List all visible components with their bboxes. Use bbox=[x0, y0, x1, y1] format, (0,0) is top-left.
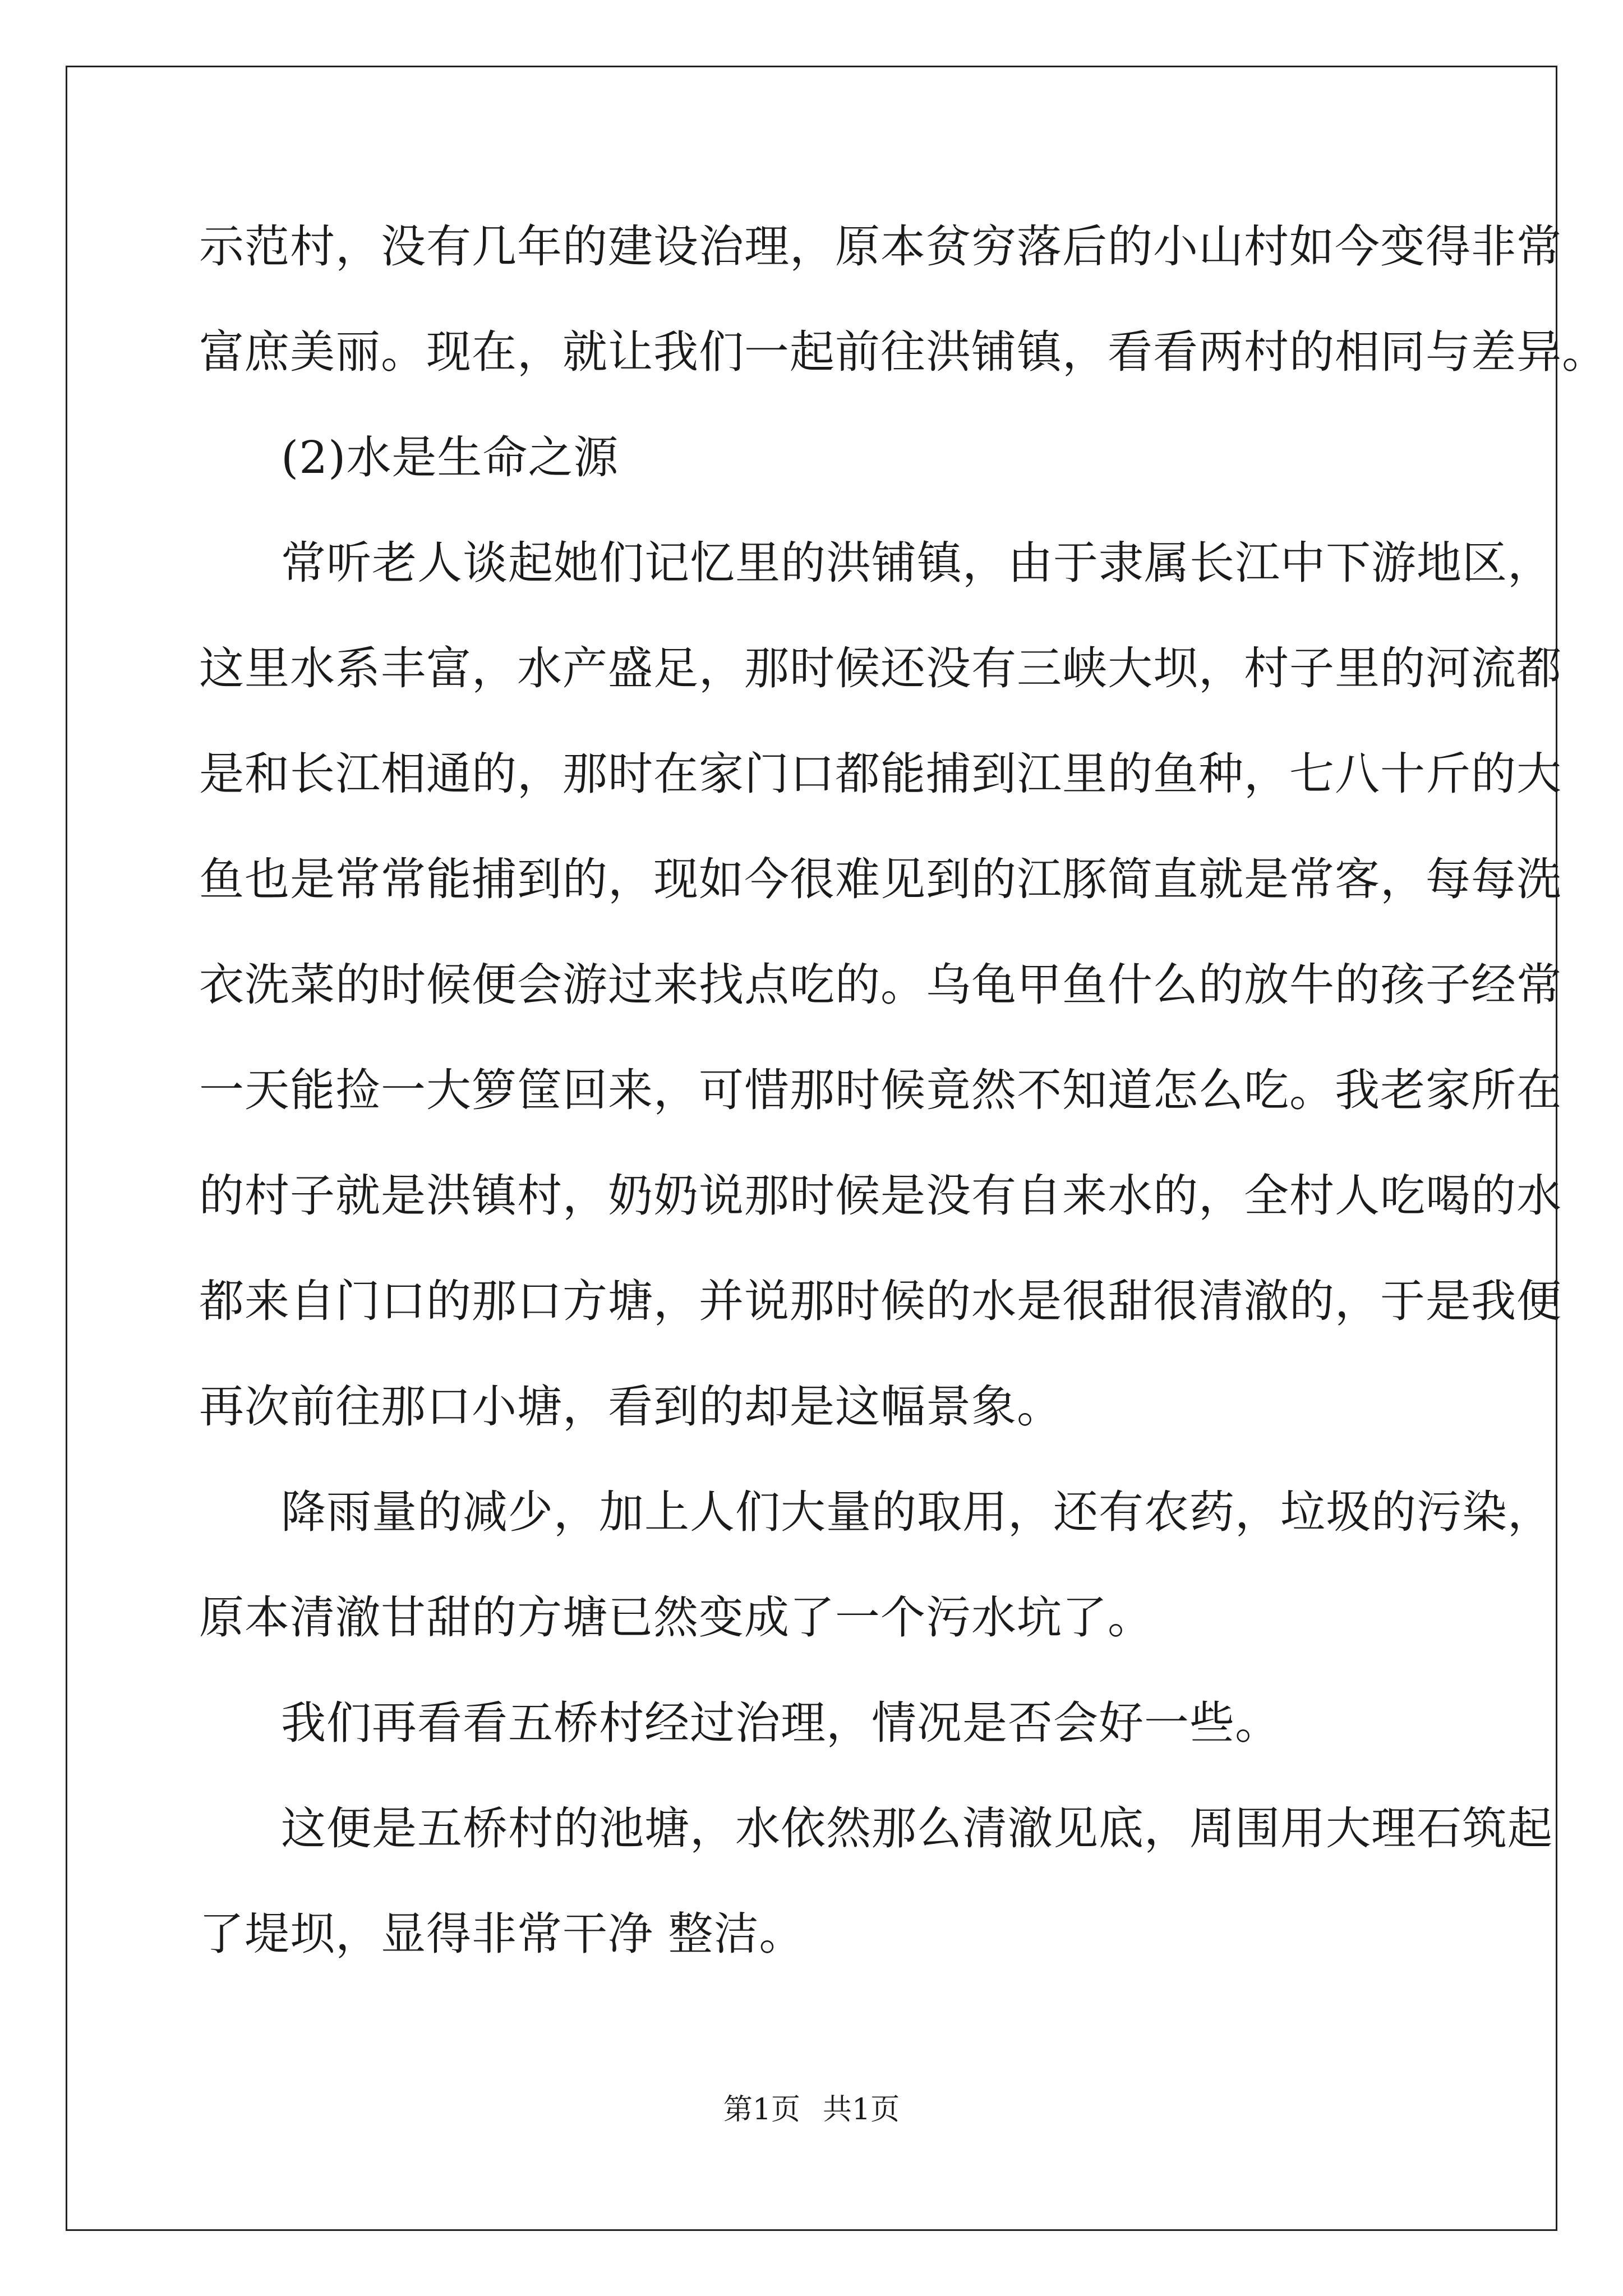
text-line: 再次前往那口小塘，看到的却是这幅景象。 bbox=[199, 1381, 1062, 1433]
page-total: 共1页 bbox=[823, 2093, 900, 2127]
text-line: 鱼也是常常能捕到的，现如今很难见到的江豚简直就是常客，每每洗 bbox=[199, 853, 1562, 905]
text-line: 是和长江相通的，那时在家门口都能捕到江里的鱼种，七八十斤的大 bbox=[199, 748, 1562, 800]
text-line: 这便是五桥村的池塘，水依然那么清澈见底，周围用大理石筑起 bbox=[281, 1802, 1553, 1855]
page-footer bbox=[0, 2090, 1623, 2129]
section-heading: (2)水是生命之源 bbox=[281, 431, 619, 484]
text-line: 的村子就是洪镇村，奶奶说那时候是没有自来水的，全村人吃喝的水 bbox=[199, 1170, 1562, 1222]
text-line: 原本清澈甘甜的方塘已然变成了一个污水坑了。 bbox=[199, 1591, 1153, 1644]
text-line: 一天能捡一大箩筐回来，可惜那时候竟然不知道怎么吃。我老家所在 bbox=[199, 1064, 1562, 1116]
page-number: 第1页 bbox=[723, 2093, 800, 2127]
text-line: 了堤坝，显得非常干净 整洁。 bbox=[199, 1908, 805, 1960]
text-line: 都来自门口的那口方塘，并说那时候的水是很甜很清澈的，于是我便 bbox=[199, 1275, 1562, 1327]
text-line: 这里水系丰富，水产盛足，那时候还没有三峡大坝，村子里的河流都 bbox=[199, 642, 1562, 694]
text-line: 降雨量的减少，加上人们大量的取用，还有农药，垃圾的污染， bbox=[281, 1486, 1553, 1538]
text-line: 衣洗菜的时候便会游过来找点吃的。乌龟甲鱼什么的放牛的孩子经常 bbox=[199, 959, 1562, 1011]
text-line: 我们再看看五桥村经过治理，情况是否会好一些。 bbox=[281, 1697, 1280, 1749]
text-line: 富庶美丽。现在，就让我们一起前往洪铺镇，看看两村的相同与差异。 bbox=[199, 326, 1607, 378]
text-line: 常听老人谈起她们记忆里的洪铺镇，由于隶属长江中下游地区， bbox=[281, 537, 1553, 589]
text-line: 示范村，没有几年的建设治理，原本贫穷落后的小山村如今变得非常 bbox=[199, 220, 1562, 273]
